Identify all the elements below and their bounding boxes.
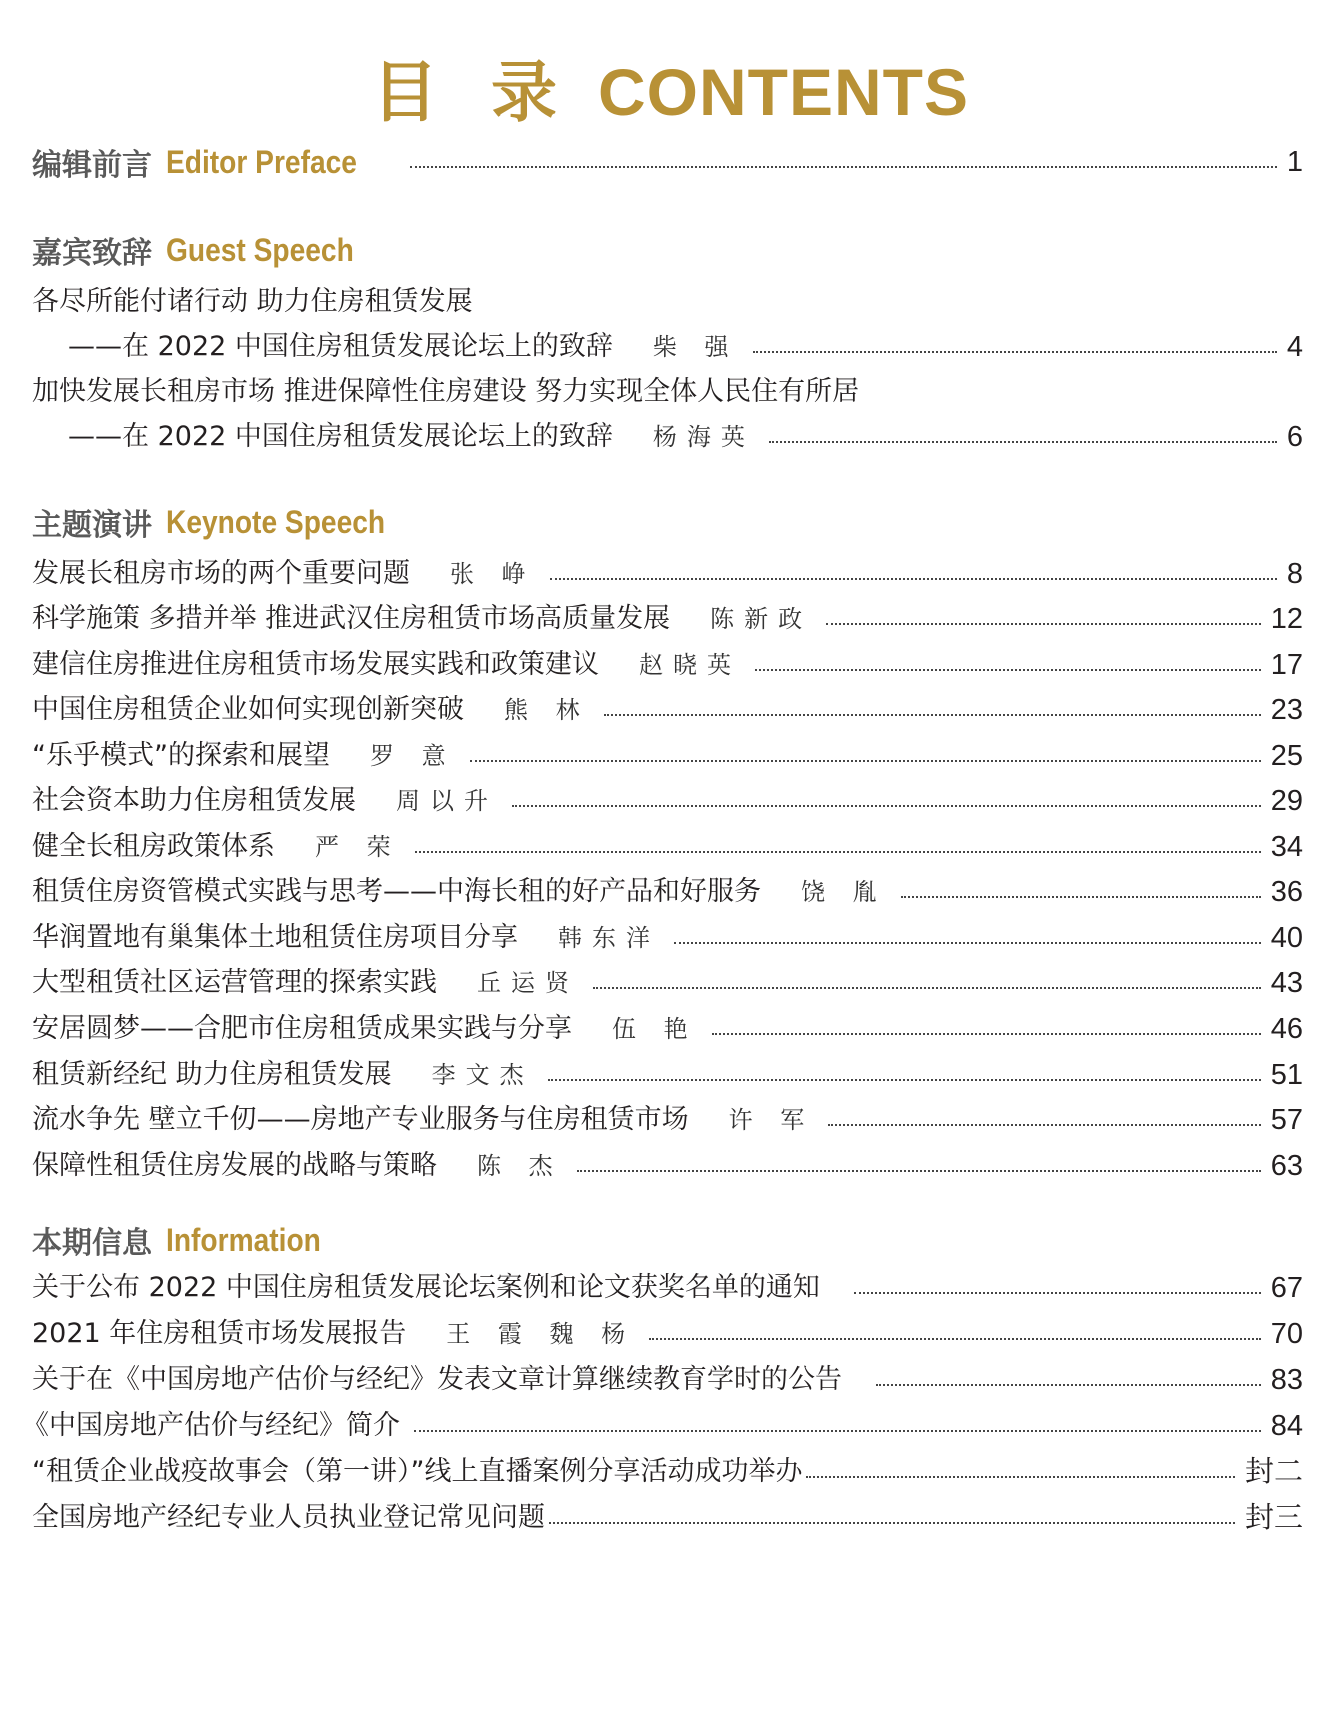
entry-author: 饶 胤 <box>801 878 887 906</box>
entry-title: 各尽所能付诸行动 助力住房租赁发展 <box>32 286 473 317</box>
section-title-zh: 主题演讲 <box>32 508 152 543</box>
entry-title: “租赁企业战疫故事会（第一讲）”线上直播案例分享活动成功举办 <box>32 1456 803 1487</box>
section-heading-information <box>32 1218 342 1262</box>
toc-entry[interactable] <box>32 1358 1303 1402</box>
entry-author: 赵晓英 <box>639 651 741 679</box>
page-number: 封二 <box>1244 1456 1303 1488</box>
section-title-zh: 本期信息 <box>32 1226 152 1261</box>
dot-leader <box>512 805 1261 807</box>
page-number: 23 <box>1270 694 1303 726</box>
page-number: 34 <box>1270 831 1303 863</box>
entry-author: 陈 杰 <box>477 1152 563 1180</box>
toc-entry-title[interactable] <box>32 370 1303 414</box>
page-number: 29 <box>1270 785 1303 817</box>
page-number: 43 <box>1270 967 1303 999</box>
dot-leader <box>769 441 1277 443</box>
page-number: 63 <box>1270 1150 1303 1182</box>
entry-author: 柴 强 <box>652 333 739 361</box>
toc-entry[interactable] <box>32 1053 1303 1097</box>
dot-leader <box>577 1170 1261 1172</box>
entry-author: 罗 意 <box>369 742 456 770</box>
toc-entry[interactable] <box>32 1144 1303 1188</box>
page-number: 51 <box>1270 1059 1303 1091</box>
entry-author: 李文杰 <box>431 1061 534 1089</box>
dot-leader <box>410 166 1277 168</box>
entry-title: 健全长租房政策体系 <box>32 831 275 862</box>
entry-subtitle: ——在 2022 中国住房租赁发展论坛上的致辞 <box>68 331 613 362</box>
section-title-en: Guest Speech <box>166 231 354 268</box>
dot-leader <box>414 1430 1261 1432</box>
entry-author: 周以升 <box>396 787 498 815</box>
page-number: 25 <box>1270 740 1303 772</box>
section-heading-preface: 编辑前言 <box>32 148 152 183</box>
entry-title: 中国住房租赁企业如何实现创新突破 <box>32 694 464 725</box>
toc-entry[interactable] <box>32 1266 1303 1310</box>
entry-author: 杨海英 <box>652 423 755 451</box>
title-zh-1: 目 <box>372 55 439 129</box>
entry-author: 韩东洋 <box>558 924 660 952</box>
page-number: 6 <box>1286 421 1303 453</box>
toc-entry[interactable] <box>32 1312 1303 1356</box>
toc-entry[interactable] <box>68 415 1303 459</box>
entry-author: 许 军 <box>728 1106 815 1134</box>
entry-title: 发展长租房市场的两个重要问题 <box>32 558 410 589</box>
toc-entry[interactable] <box>32 870 1303 914</box>
entry-title: 关于公布 2022 中国住房租赁发展论坛案例和论文获奖名单的通知 <box>32 1272 820 1303</box>
page-number: 4 <box>1286 331 1303 363</box>
entry-title: 安居圆梦——合肥市住房租赁成果实践与分享 <box>32 1013 572 1044</box>
entry-author: 王 霞 魏 杨 <box>446 1320 636 1348</box>
title-en: CONTENTS <box>598 55 969 129</box>
page-number: 57 <box>1270 1104 1303 1136</box>
page-number: 40 <box>1270 922 1303 954</box>
toc-entry[interactable] <box>32 734 1303 778</box>
entry-title: 全国房地产经纪专业人员执业登记常见问题 <box>32 1502 545 1533</box>
dot-leader <box>826 623 1261 625</box>
dot-leader <box>470 760 1261 762</box>
dot-leader <box>649 1338 1261 1340</box>
page-number: 83 <box>1270 1364 1303 1396</box>
entry-title: 关于在《中国房地产估价与经纪》发表文章计算继续教育学时的公告 <box>32 1364 842 1395</box>
section-heading-preface-en: Editor Preface <box>166 143 357 180</box>
page-number: 8 <box>1286 558 1303 590</box>
entry-title: 华润置地有巢集体土地租赁住房项目分享 <box>32 922 518 953</box>
dot-leader <box>854 1292 1261 1294</box>
entry-title: 大型租赁社区运营管理的探索实践 <box>32 967 437 998</box>
toc-entry-preface[interactable] <box>32 140 1303 184</box>
dot-leader <box>548 1079 1261 1081</box>
page-number: 70 <box>1270 1318 1303 1350</box>
page-number: 84 <box>1270 1410 1303 1442</box>
toc-entry[interactable] <box>32 1496 1303 1540</box>
toc-entry[interactable] <box>32 825 1303 869</box>
entry-author: 伍 艳 <box>612 1015 698 1043</box>
entry-title: 保障性租赁住房发展的战略与策略 <box>32 1150 437 1181</box>
toc-entry-title[interactable] <box>32 280 1303 324</box>
entry-title: “乐乎模式”的探索和展望 <box>32 740 330 771</box>
dot-leader <box>901 896 1261 898</box>
page-number: 36 <box>1270 876 1303 908</box>
entry-title: 租赁新经纪 助力住房租赁发展 <box>32 1059 392 1090</box>
entry-title: 社会资本助力住房租赁发展 <box>32 785 356 816</box>
page-number: 12 <box>1270 603 1303 635</box>
toc-entry[interactable] <box>68 325 1303 369</box>
entry-title: 《中国房地产估价与经纪》简介 <box>22 1410 400 1441</box>
section-heading-keynote <box>32 500 415 544</box>
page-number: 67 <box>1270 1272 1303 1304</box>
section-title-en: Information <box>166 1221 321 1258</box>
entry-author: 严 荣 <box>315 833 401 861</box>
entry-author: 丘运贤 <box>477 969 579 997</box>
dot-leader <box>550 578 1277 580</box>
page-number: 17 <box>1270 649 1303 681</box>
toc-entry[interactable] <box>32 779 1303 823</box>
dot-leader <box>806 1476 1235 1478</box>
toc-entry[interactable] <box>32 597 1303 641</box>
entry-author: 陈新政 <box>710 605 813 633</box>
entry-title: 2021 年住房租赁市场发展报告 <box>32 1318 407 1349</box>
toc-entry[interactable] <box>32 552 1303 596</box>
entry-title: 租赁住房资管模式实践与思考——中海长租的好产品和好服务 <box>32 876 761 907</box>
entry-author: 张 峥 <box>450 560 536 588</box>
entry-subtitle: ——在 2022 中国住房租赁发展论坛上的致辞 <box>68 421 613 452</box>
toc-entry[interactable] <box>32 1098 1303 1142</box>
dot-leader <box>549 1522 1235 1524</box>
toc-entry[interactable] <box>32 1450 1303 1494</box>
dot-leader <box>712 1033 1261 1035</box>
toc-entry[interactable] <box>32 916 1303 960</box>
entry-title: 科学施策 多措并举 推进武汉住房租赁市场高质量发展 <box>32 603 671 634</box>
section-title-en: Keynote Speech <box>166 503 386 540</box>
entry-title: 流水争先 壁立千仞——房地产专业服务与住房租赁市场 <box>32 1104 689 1135</box>
title-zh-2: 录 <box>491 55 558 129</box>
entry-title: 加快发展长租房市场 推进保障性住房建设 努力实现全体人民住有所居 <box>32 376 860 407</box>
dot-leader <box>604 714 1261 716</box>
toc-entry[interactable] <box>22 1404 1303 1448</box>
page-title <box>0 52 1341 132</box>
toc-entry[interactable] <box>32 688 1303 732</box>
page-number: 46 <box>1270 1013 1303 1045</box>
dot-leader <box>415 851 1261 853</box>
dot-leader <box>674 942 1261 944</box>
toc-entry[interactable] <box>32 1007 1303 1051</box>
toc-entry[interactable] <box>32 643 1303 687</box>
toc-entry[interactable] <box>32 961 1303 1005</box>
dot-leader <box>593 987 1261 989</box>
dot-leader <box>755 669 1261 671</box>
page-number: 1 <box>1286 145 1303 178</box>
dot-leader <box>876 1384 1261 1386</box>
dot-leader <box>828 1124 1261 1126</box>
dot-leader <box>753 351 1277 353</box>
section-title-zh: 嘉宾致辞 <box>32 236 152 271</box>
section-heading-guest <box>32 228 379 272</box>
entry-title: 建信住房推进住房租赁市场发展实践和政策建议 <box>32 649 599 680</box>
entry-author: 熊 林 <box>504 696 590 724</box>
page-number: 封三 <box>1244 1502 1303 1534</box>
